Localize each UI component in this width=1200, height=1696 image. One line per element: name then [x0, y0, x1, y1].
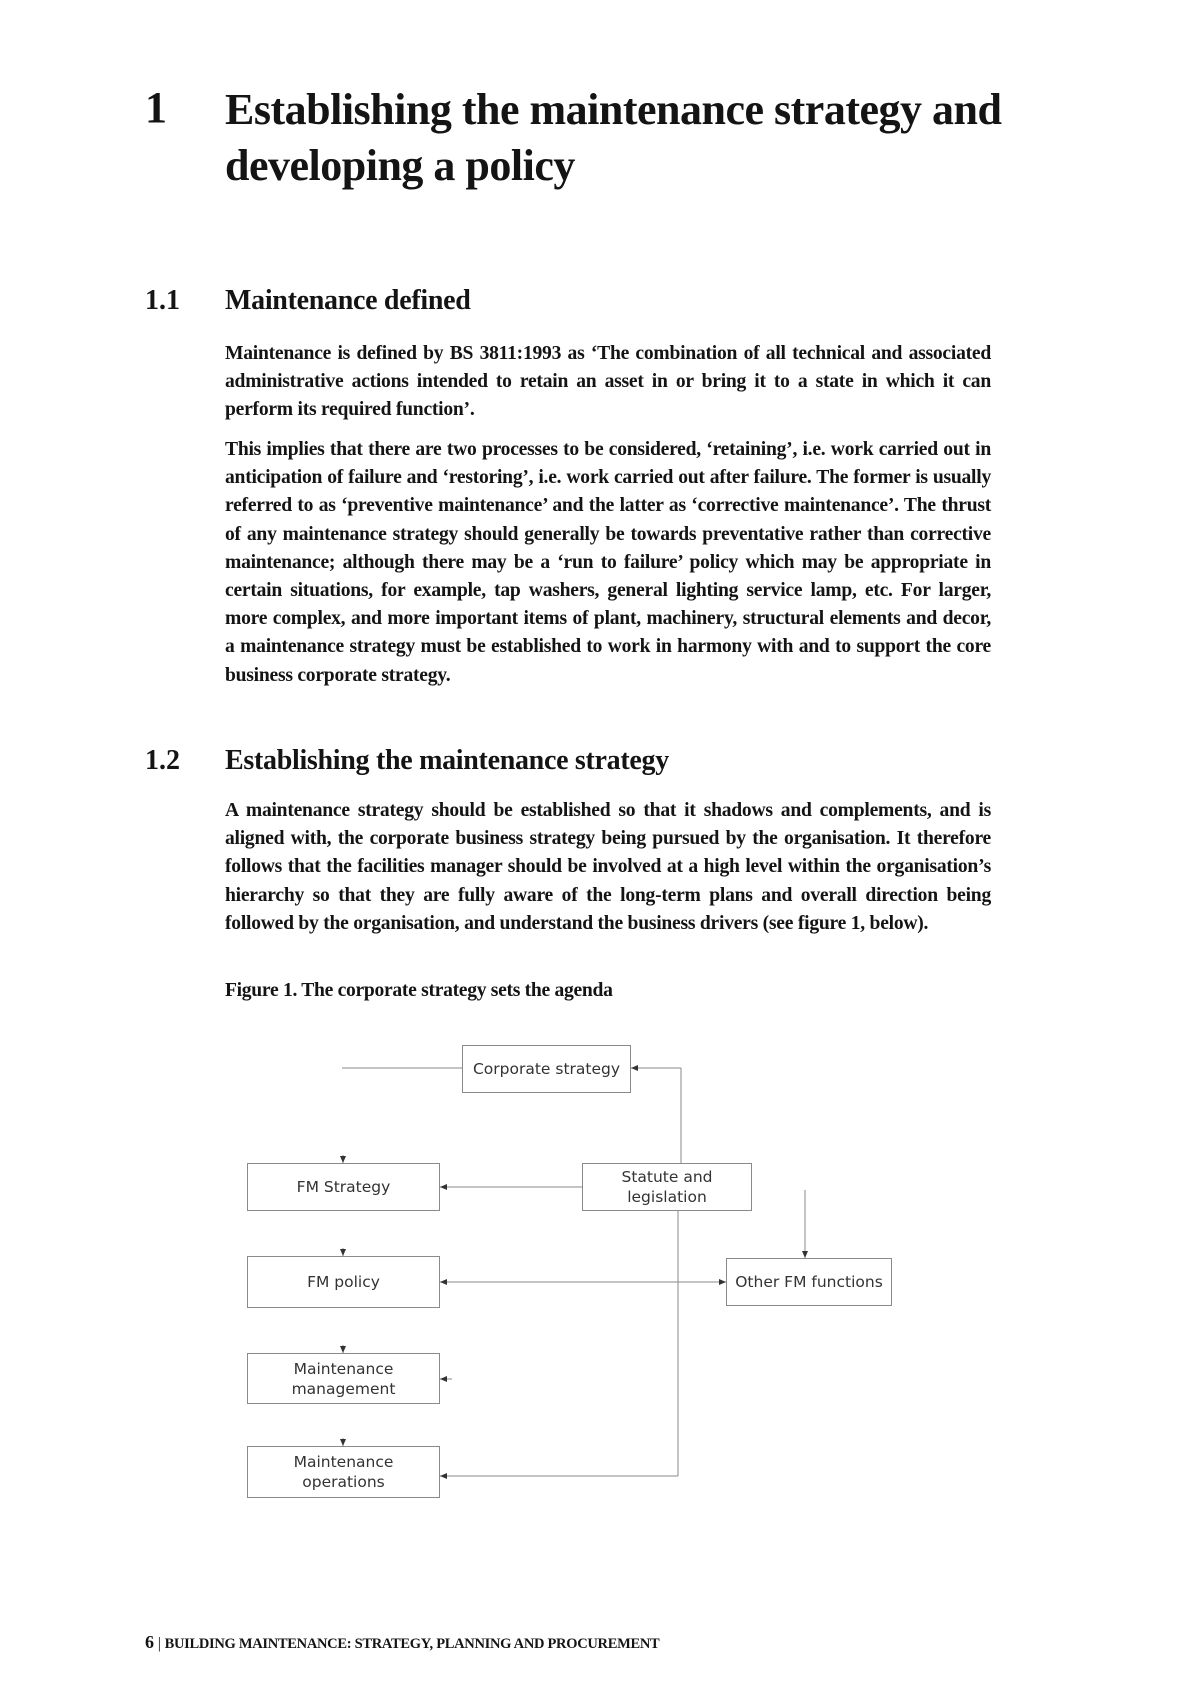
fm-policy-box: FM policy — [247, 1256, 440, 1308]
chapter-number: 1 — [145, 83, 167, 132]
maintenance-management-box: Maintenance management — [247, 1353, 440, 1404]
corporate-strategy-box: Corporate strategy — [462, 1045, 631, 1093]
paragraph: Maintenance is defined by BS 3811:1993 as ‘The combination of all technical and associated administrative actions intended to retain an asset in or bring it to a state in which it can perform its required function’. — [225, 343, 991, 421]
footer-separator: | — [157, 1635, 161, 1652]
figure-caption: Figure 1. The corporate strategy sets the agenda — [225, 980, 613, 1001]
fm-strategy-box: FM Strategy — [247, 1163, 440, 1211]
chapter-title: Establishing the maintenance strategy and developing a policy — [225, 85, 1002, 190]
section-title: Establishing the maintenance strategy — [225, 745, 669, 776]
other-fm-functions-box: Other FM functions — [726, 1258, 892, 1306]
paragraph: This implies that there are two processes to be considered, ‘retaining’, i.e. work carried out in anticipation of failure and ‘restoring’, i.e. work carried out after failure. The former is usually referred to as ‘preventive maintenance’ and the latter as ‘corrective maintenance’. The thrust of any maintenance strategy should generally be towards preventative rather than corrective maintenance; although there may be a ‘run to failure’ policy which may be appropriate in certain situations, for example, tap washers, general lighting service lamp, etc. For larger, more complex, and more important items of plant, machinery, structural elements and decor, a maintenance strategy must be established to work in harmony with and to support the core business corporate strategy. — [225, 439, 991, 686]
page-number: 6 — [145, 1632, 154, 1652]
maintenance-operations-box: Maintenance operations — [247, 1446, 440, 1498]
page-footer — [145, 1632, 659, 1653]
paragraph: A maintenance strategy should be established so that it shadows and complements, and is aligned with, the corporate business strategy being pursued by the organisation. It therefore follows that the facilities manager should be involved at a high level within the organisation’s hierarchy so that they are fully aware of the long-term plans and overall direction being followed by the organisation, and understand the business drivers (see figure 1, below). — [225, 800, 991, 934]
statute-legislation-box: Statute and legislation — [582, 1163, 752, 1211]
section-number: 1.1 — [145, 285, 180, 316]
book-title: BUILDING MAINTENANCE: STRATEGY, PLANNING AND PROCUREMENT — [164, 1636, 660, 1652]
section-number: 1.2 — [145, 745, 180, 776]
section-title: Maintenance defined — [225, 285, 471, 316]
